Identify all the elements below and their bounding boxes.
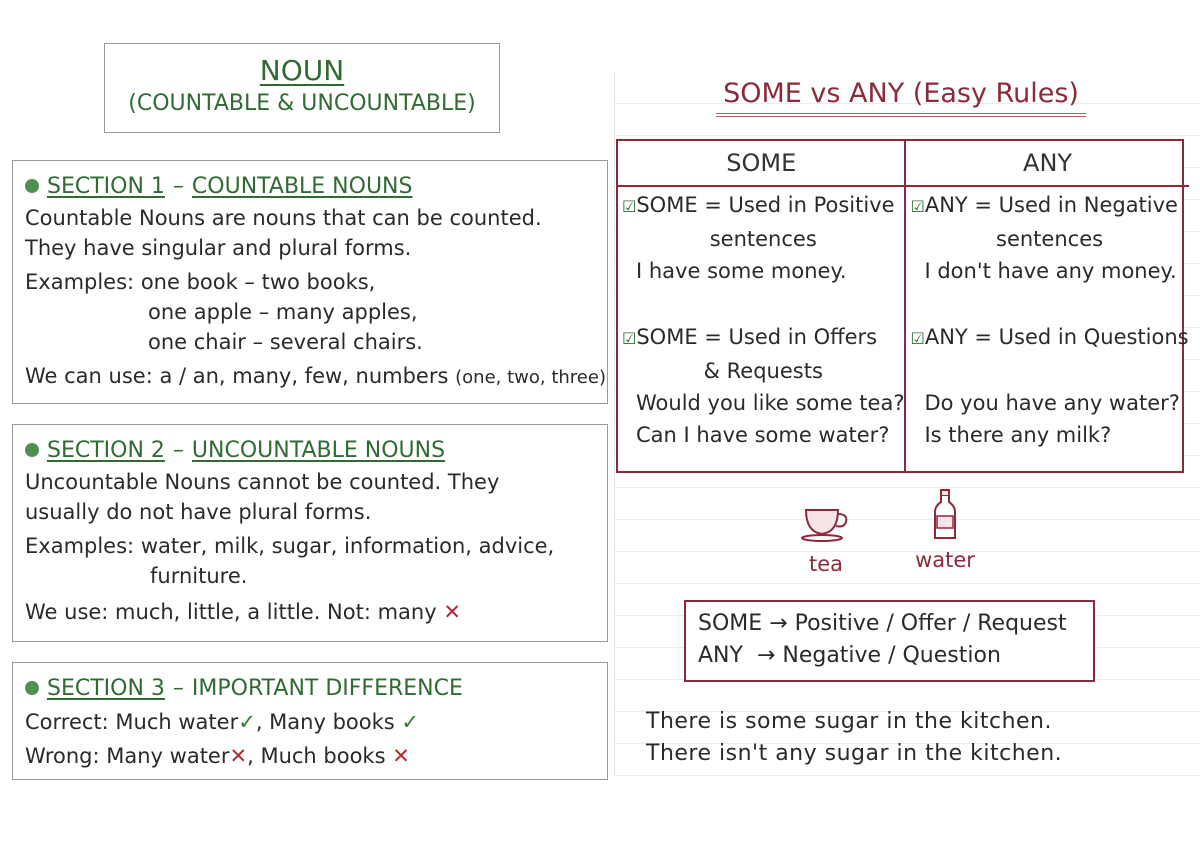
correct-example-a: Much water xyxy=(115,710,239,734)
section-2-usage xyxy=(25,597,607,627)
any-header: ANY xyxy=(906,141,1188,187)
section-3-heading: SECTION 3 – IMPORTANT DIFFERENCE xyxy=(25,671,607,705)
page-title: NOUN xyxy=(259,54,345,87)
page-subtitle: (COUNTABLE & UNCOUNTABLE) xyxy=(128,91,476,116)
section-3-card xyxy=(12,662,608,780)
section-1-usage-paren: (one, two, three) xyxy=(455,367,606,388)
bullet-dot-icon xyxy=(25,179,39,193)
section-1-example-2: one apple – many apples, xyxy=(148,300,418,324)
section-2-example-2: furniture. xyxy=(150,564,248,588)
section-1-example-1: one book – two books, xyxy=(140,270,376,294)
wrong-example-a: Many water xyxy=(106,744,230,768)
some-rule-1: ☑SOME = Used in Positive sentences xyxy=(618,189,904,255)
check-icon: ✓ xyxy=(238,710,256,734)
some-header: SOME xyxy=(618,141,904,187)
any-column xyxy=(904,141,1188,471)
any-example-2b: Is there any milk? xyxy=(924,423,1112,447)
section-1-usage-main: We can use: a / an, many, few, numbers xyxy=(25,364,449,388)
summary-any: ANY → Negative / Question xyxy=(698,643,1001,668)
section-2-usage-text: We use: much, little, a little. Not: many xyxy=(25,600,437,624)
section-1-desc-2: They have singular and plural forms. xyxy=(25,236,412,260)
correct-label: Correct: xyxy=(25,710,109,734)
section-2-example-row xyxy=(25,531,607,561)
section-1-example-row xyxy=(25,267,607,297)
checkbox-icon: ☑ xyxy=(622,329,637,348)
any-rule-2: ☑ANY = Used in Questions xyxy=(910,325,1189,349)
example-sentence-2: There isn't any sugar in the kitchen. xyxy=(646,741,1063,766)
section-2-example-1: water, milk, sugar, information, advice, xyxy=(140,534,555,558)
section-2-desc-1: Uncountable Nouns cannot be counted. They xyxy=(25,470,500,494)
some-any-table xyxy=(616,139,1189,473)
bullet-dot-icon xyxy=(25,443,39,457)
some-rule-2-cont: & Requests xyxy=(703,359,823,383)
section-1-number: SECTION 1 xyxy=(47,173,165,199)
cross-icon: ✕ xyxy=(443,600,461,624)
check-icon: ✓ xyxy=(401,710,420,734)
some-rule-1-cont: sentences xyxy=(709,227,817,251)
section-2-card xyxy=(12,424,608,642)
section-1-name: COUNTABLE NOUNS xyxy=(191,173,413,199)
section-1-example-label: Examples: xyxy=(25,270,135,294)
any-rule-1-cont: sentences xyxy=(996,227,1104,251)
checkbox-icon: ☑ xyxy=(910,197,925,216)
teacup-icon xyxy=(800,500,852,542)
section-1-desc-1: Countable Nouns are nouns that can be counted. xyxy=(25,206,542,230)
section-2-desc-2: usually do not have plural forms. xyxy=(25,500,372,524)
section-1-heading: SECTION 1 – COUNTABLE NOUNS xyxy=(25,169,607,203)
some-example-2b: Can I have some water? xyxy=(636,423,890,447)
section-2-number: SECTION 2 xyxy=(47,437,165,463)
any-rule-1: ☑ANY = Used in Negative sentences xyxy=(906,189,1188,255)
wrong-label: Wrong: xyxy=(25,744,100,768)
any-example-2a: Do you have any water? xyxy=(924,391,1180,415)
section-1-card xyxy=(12,160,608,404)
tea-illustration xyxy=(796,500,856,576)
section-1-usage xyxy=(25,361,607,393)
some-column xyxy=(618,141,904,471)
some-rule-2: ☑SOME = Used in Offers & Requests xyxy=(618,321,904,387)
cross-icon: ✕ xyxy=(392,744,410,768)
correct-example-b: , Many books xyxy=(255,710,395,734)
section-3-name: IMPORTANT DIFFERENCE xyxy=(191,675,463,701)
some-example-2a: Would you like some tea? xyxy=(636,391,905,415)
example-sentences xyxy=(646,706,1106,770)
some-any-title: SOME vs ANY (Easy Rules) xyxy=(716,78,1086,117)
water-label: water xyxy=(915,548,975,572)
example-sentence-1: There is some sugar in the kitchen. xyxy=(646,709,1052,734)
wrong-example-b: , Much books xyxy=(247,744,386,768)
section-2-example-label: Examples: xyxy=(25,534,135,558)
section-3-correct-row xyxy=(25,705,607,739)
any-example-1: I don't have any money. xyxy=(924,259,1177,283)
checkbox-icon: ☑ xyxy=(622,197,637,216)
section-2-name: UNCOUNTABLE NOUNS xyxy=(191,437,446,463)
checkbox-icon: ☑ xyxy=(910,329,925,348)
title-box xyxy=(104,43,500,133)
some-example-1: I have some money. xyxy=(636,259,847,283)
section-1-example-3: one chair – several chairs. xyxy=(148,330,423,354)
tea-label: tea xyxy=(808,552,844,576)
summary-some: SOME → Positive / Offer / Request xyxy=(698,611,1067,636)
cross-icon: ✕ xyxy=(229,744,248,768)
summary-box xyxy=(684,600,1095,682)
section-2-heading: SECTION 2 – UNCOUNTABLE NOUNS xyxy=(25,433,607,467)
section-3-wrong-row xyxy=(25,739,607,773)
water-bottle-icon xyxy=(932,488,958,542)
bullet-dot-icon xyxy=(25,681,39,695)
section-3-number: SECTION 3 xyxy=(47,675,165,701)
water-illustration xyxy=(910,488,980,572)
